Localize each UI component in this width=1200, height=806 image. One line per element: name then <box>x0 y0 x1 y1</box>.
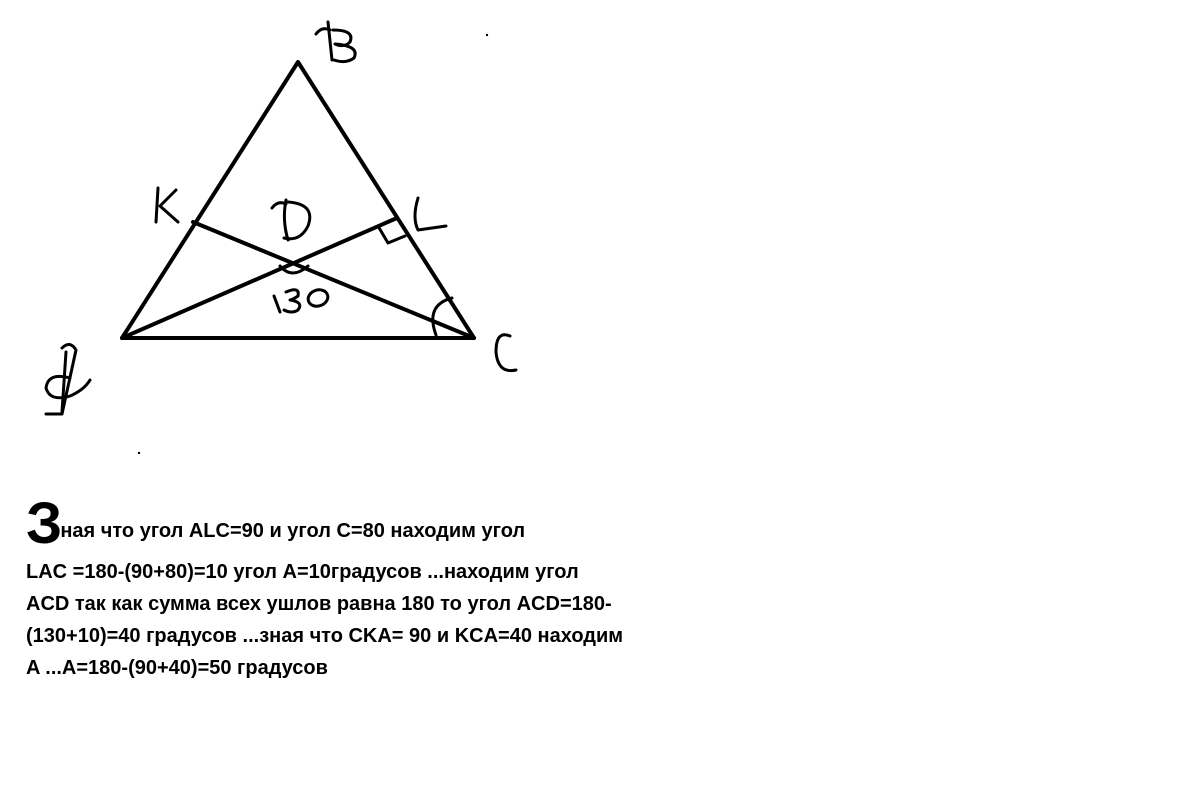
point-label-d <box>272 200 310 240</box>
stray-dot <box>486 34 488 36</box>
solution-body: LAC =180-(90+80)=10 угол A=10градусов ...находим угол ACD так как сумма всех ушлов равна 180 то угол ACD=180-(130+10)=40 градусов ...зная что CKA= 90 и KCA=40 находим A ...A=180-(90+40)=50 градусов <box>26 561 624 679</box>
first-line-text: ная что угол ALC=90 и угол C=80 находим угол <box>60 520 526 542</box>
stray-dot <box>138 452 140 454</box>
angle-label-130 <box>274 287 330 312</box>
vertex-label-k <box>156 188 178 222</box>
right-angle-marker <box>378 226 405 243</box>
vertex-label-b <box>316 22 355 62</box>
vertex-label-a <box>46 344 90 414</box>
drop-cap-letter: З <box>26 491 61 556</box>
segment-al <box>122 218 397 338</box>
vertex-label-c <box>496 335 516 371</box>
solution-text <box>26 491 626 684</box>
solution-first-line <box>26 491 626 556</box>
vertex-label-l <box>415 198 446 230</box>
